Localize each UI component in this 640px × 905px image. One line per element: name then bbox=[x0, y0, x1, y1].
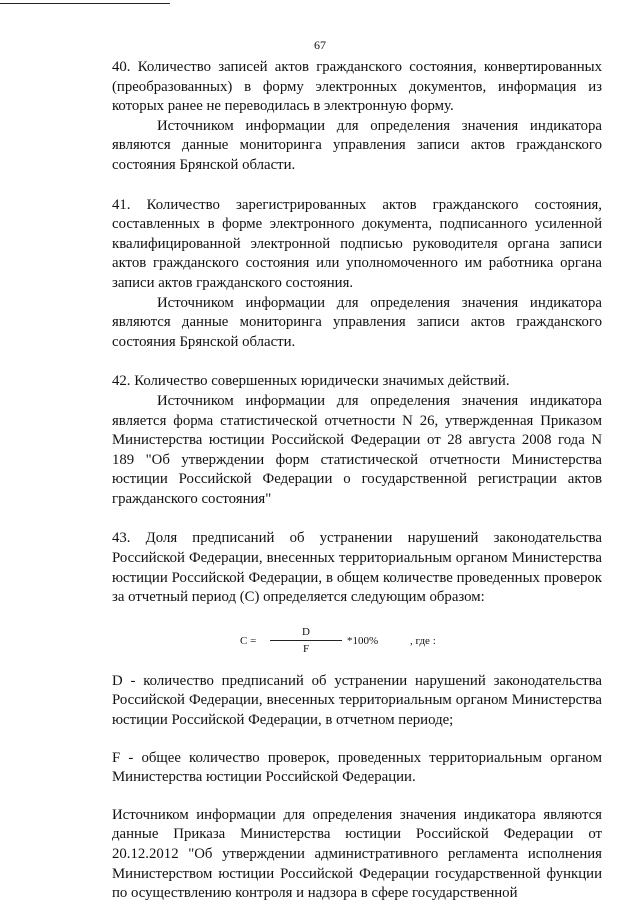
formula-lhs: С = bbox=[240, 634, 257, 647]
spacer bbox=[112, 788, 602, 806]
item-42-source: Источником информации для определения значения индикатора является форма статистической отчетности N 26, утвержденная Приказом Министерства юстиции Российской Федерации от 28 августа 2008 года N 189 "Об утверждении форм статистической отчетности Министерства юстиции Российской Федерации о государственной регистрации актов гражданского состояния" bbox=[112, 392, 602, 507]
formula-numerator: D bbox=[302, 625, 310, 638]
spacer bbox=[112, 176, 602, 196]
spacer bbox=[112, 731, 602, 749]
item-41-text: 41. Количество зарегистрированных актов гражданского состояния, составленных в форме электронного документа, подписанного усиленной квалифицированной электронной подписью руководителя органа записи актов гражданского состояния или уполномоченного им работника органа записи актов гражданского состояния. bbox=[112, 196, 602, 291]
item-40-text: 40. Количество записей актов гражданского состояния, конвертированных (преобразованных) в форму электронных документов, информация из которых ранее не переводилась в электронную форму. bbox=[112, 59, 602, 115]
page-number: 67 bbox=[314, 38, 326, 52]
item-43-text: 43. Доля предписаний об устранении нарушений законодательства Российской Федерации, внесенных территориальным органом Министерства юстиции Российской Федерации, в общем количестве проведенных проверок за отчетный период (С) определяется следующим образом: bbox=[112, 530, 602, 606]
formula-denominator: F bbox=[302, 642, 310, 655]
percentage-formula bbox=[112, 618, 602, 668]
formula-fraction bbox=[270, 626, 342, 656]
formula-multiplier: *100% bbox=[347, 634, 379, 647]
formula-suffix: , где : bbox=[410, 634, 436, 647]
item-40-source: Источником информации для определения значения индикатора являются данные мониторинга управления записи актов гражданского состояния Брянской области. bbox=[112, 117, 602, 173]
item-41-source: Источником информации для определения значения индикатора являются данные мониторинга управления записи актов гражданского состояния Брянской области. bbox=[112, 294, 602, 350]
final-source: Источником информации для определения значения индикатора являются данные Приказа Министерства юстиции Российской Федерации от 20.12.2012 "Об утверждении административного регламента исполнения Министерством юстиции Российской Федерации государственной функции по осуществлению контроля и надзора в сфере государственной bbox=[112, 806, 602, 902]
header-rule bbox=[0, 3, 170, 4]
document-body bbox=[112, 58, 602, 904]
definition-f: F - общее количество проверок, проведенных территориальным органом Министерства юстиции Российской Федерации. bbox=[112, 749, 602, 786]
spacer bbox=[112, 509, 602, 529]
item-42-text: 42. Количество совершенных юридически значимых действий. bbox=[112, 373, 510, 390]
definition-d: D - количество предписаний об устранении нарушений законодательства Российской Федерации, внесенных территориальным органом Министерства юстиции Российской Федерации, в отчетном периоде; bbox=[112, 672, 602, 729]
spacer bbox=[112, 352, 602, 372]
